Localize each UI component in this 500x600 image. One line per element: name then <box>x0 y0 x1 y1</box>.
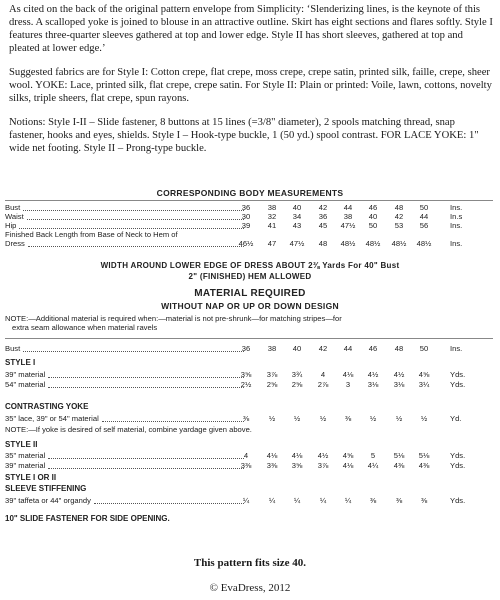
row-value: 3⅝ <box>240 370 252 379</box>
row-value: 48½ <box>416 239 432 248</box>
row-value: ½ <box>369 414 377 423</box>
row-value: 3 <box>345 380 351 389</box>
fits-size-note: This pattern fits size 40. <box>193 557 307 569</box>
row-label: 35" lace, 39" or 54" material <box>5 414 99 423</box>
material-note-line2: extra seam allowance when material ravels <box>12 323 158 332</box>
divider <box>5 200 493 201</box>
row-value: 47 <box>267 239 277 248</box>
row-value: 34 <box>292 212 302 221</box>
row-value: 4¼ <box>367 461 379 470</box>
row-value: 45 <box>318 221 328 230</box>
row-value: 3¾ <box>291 370 303 379</box>
row-label: Dress <box>5 239 25 248</box>
row-value: 48 <box>394 203 404 212</box>
row-unit: Yds. <box>450 451 466 460</box>
divider <box>5 338 493 339</box>
row-value: 4½ <box>317 451 329 460</box>
row-value: ½ <box>293 414 301 423</box>
leader-dots <box>102 414 244 422</box>
width-note-line2: 2" (FINISHED) HEM ALLOWED <box>188 272 312 281</box>
row-unit: Yds. <box>450 380 466 389</box>
leader-dots <box>23 203 244 211</box>
row-value: 41 <box>267 221 277 230</box>
row-value: 43 <box>292 221 302 230</box>
style2-yardage-row <box>0 451 500 461</box>
row-value: 48½ <box>340 239 356 248</box>
row-label: Waist <box>5 212 24 221</box>
row-value: 2½ <box>240 380 252 389</box>
yoke-yardage-row <box>0 414 500 424</box>
body-measurements-title: CORRESPONDING BODY MEASUREMENTS <box>156 188 344 198</box>
row-value: 38 <box>267 344 277 353</box>
row-label: Bust <box>5 203 21 212</box>
material-note-line1: NOTE:—Additional material is required when:—material is not pre-shrunk—for matching stripes—for <box>5 314 342 323</box>
leader-dots <box>48 370 244 378</box>
row-value: ½ <box>268 414 276 423</box>
row-value: 38 <box>267 203 277 212</box>
stiffening-heading2: SLEEVE STIFFENING <box>5 484 87 493</box>
row-value: 3⅞ <box>266 370 278 379</box>
row-value: ¼ <box>268 496 276 505</box>
row-value: 36 <box>241 344 251 353</box>
slide-fastener-note: 10" SLIDE FASTENER FOR SIDE OPENING. <box>5 514 170 523</box>
style2-yardage-row <box>0 461 500 471</box>
row-value: 47½ <box>289 239 305 248</box>
row-value: 4⅜ <box>393 461 405 470</box>
body-measurements-section <box>0 188 500 298</box>
row-label: Bust <box>5 344 21 353</box>
row-value: ⅜ <box>369 496 377 505</box>
intro-paragraph-notions: Notions: Style I-II – Slide fastener, 8 buttons at 15 lines (=3/8" diameter), 2 spools matching thread, snap fastener, hooks and eyes, shields. Style I – Hook-type buckle, 1 (50 yd.) spool contrast. FOR LACE YOKE: 1" wide net footing. Style II – Prong-type buckle. <box>9 117 479 154</box>
row-value: 48½ <box>391 239 407 248</box>
row-value: 4⅛ <box>342 461 354 470</box>
row-value: 40 <box>368 212 378 221</box>
leader-dots <box>48 461 244 469</box>
row-value: 48 <box>318 239 328 248</box>
row-label: 39" taffeta or 44" organdy <box>5 496 91 505</box>
row-value: 36 <box>241 203 251 212</box>
row-value: 4 <box>320 370 326 379</box>
material-title: MATERIAL REQUIRED <box>194 288 306 299</box>
row-value: 32 <box>267 212 277 221</box>
row-value: 3⅛ <box>367 380 379 389</box>
material-required-section <box>0 288 500 548</box>
row-value: 36 <box>318 212 328 221</box>
row-value: ¼ <box>293 496 301 505</box>
row-value: 3⅛ <box>393 380 405 389</box>
copyright: © EvaDress, 2012 <box>209 582 291 594</box>
leader-dots <box>94 496 244 504</box>
row-unit: In.s <box>450 212 463 221</box>
row-value: ½ <box>395 414 403 423</box>
row-value: 4⅝ <box>342 451 354 460</box>
yoke-note: NOTE:—If yoke is desired of self material, combine yardage given above. <box>5 425 252 434</box>
row-value: 4⅛ <box>291 451 303 460</box>
row-label: 39" material <box>5 461 46 470</box>
intro-paragraph-description: As cited on the back of the original pattern envelope from Simplicity: ‘Slenderizing lines, is the keynote of this dress. A scalloped yoke is joined to blouse in an attractive outline. Skirt has eight sections and flares softly. Style I features three-quarter sleeves gathered at top and lower edge. Style II has short sleeves, gathered at top and pleated at lower edge.’ <box>9 4 493 54</box>
row-label: Finished Back Length from Base of Neck to Hem of <box>5 230 178 239</box>
row-value: 50 <box>368 221 378 230</box>
row-value: ¼ <box>319 496 327 505</box>
row-value: 40 <box>292 344 302 353</box>
row-value: 2⅝ <box>291 380 303 389</box>
row-value: 5⅛ <box>393 451 405 460</box>
leader-dots <box>48 451 244 459</box>
style1-yardage-row <box>0 380 500 390</box>
row-value: 2⅞ <box>317 380 329 389</box>
material-subtitle: WITHOUT NAP OR UP OR DOWN DESIGN <box>161 301 339 311</box>
row-value: 42 <box>318 344 328 353</box>
row-value: ¼ <box>344 496 352 505</box>
row-value: 44 <box>343 344 353 353</box>
row-value: 53 <box>394 221 404 230</box>
row-value: 4⅛ <box>266 451 278 460</box>
row-value: 42 <box>318 203 328 212</box>
row-value: 40 <box>292 203 302 212</box>
measurement-row <box>0 239 500 249</box>
leader-dots <box>27 212 244 220</box>
row-value: 3⅞ <box>317 461 329 470</box>
row-label: 39" material <box>5 370 46 379</box>
row-value: 38 <box>343 212 353 221</box>
row-value: 5 <box>370 451 376 460</box>
row-value: 46 <box>368 344 378 353</box>
row-value: 3⅜ <box>266 461 278 470</box>
row-value: 48 <box>394 344 404 353</box>
row-value: 4 <box>243 451 249 460</box>
row-unit: Ins. <box>450 239 463 248</box>
row-value: ½ <box>420 414 428 423</box>
row-label: Hip <box>5 221 17 230</box>
row-value: 30 <box>241 212 251 221</box>
row-unit: Yds. <box>450 461 466 470</box>
row-value: 4⅛ <box>342 370 354 379</box>
row-value: 56 <box>419 221 429 230</box>
row-value: 3¼ <box>418 380 430 389</box>
row-value: 39 <box>241 221 251 230</box>
row-value: 4⅝ <box>418 370 430 379</box>
row-value: 48½ <box>365 239 381 248</box>
row-value: 42 <box>394 212 404 221</box>
leader-dots <box>48 380 244 388</box>
row-value: 44 <box>343 203 353 212</box>
row-value: 4½ <box>393 370 405 379</box>
row-value: ⅜ <box>344 414 352 423</box>
row-unit: Yd. <box>450 414 462 423</box>
row-value: 44 <box>419 212 429 221</box>
row-value: 50 <box>419 344 429 353</box>
row-value: 46½ <box>238 239 254 248</box>
bust-size-row <box>0 344 500 354</box>
row-value: ⅜ <box>395 496 403 505</box>
stiffening-yardage-row <box>0 496 500 506</box>
row-value: ⅜ <box>242 414 250 423</box>
width-note-line1: WIDTH AROUND LOWER EDGE OF DRESS ABOUT 2⅜ Yards For 40" Bust <box>100 261 400 270</box>
row-value: ¼ <box>242 496 250 505</box>
row-label: 54" material <box>5 380 46 389</box>
row-value: 47½ <box>340 221 356 230</box>
row-label: 35" material <box>5 451 46 460</box>
row-value: ½ <box>319 414 327 423</box>
row-value: 46 <box>368 203 378 212</box>
row-unit: Yds. <box>450 496 466 505</box>
leader-dots <box>23 344 244 352</box>
intro-text <box>9 3 493 166</box>
row-value: 3⅜ <box>240 461 252 470</box>
row-unit: Ins. <box>450 344 463 353</box>
row-unit: Yds. <box>450 370 466 379</box>
row-value: ⅜ <box>420 496 428 505</box>
row-unit: Ins. <box>450 221 463 230</box>
row-value: 3⅝ <box>291 461 303 470</box>
row-value: 50 <box>419 203 429 212</box>
contrasting-yoke-heading: CONTRASTING YOKE <box>5 402 89 411</box>
row-value: 5⅛ <box>418 451 430 460</box>
row-value: 4⅜ <box>418 461 430 470</box>
row-unit: Ins. <box>450 203 463 212</box>
intro-paragraph-fabrics: Suggested fabrics are for Style I: Cotton crepe, flat crepe, moss crepe, crepe satin, printed silk, faille, crepe, sheer wool. YOKE: Lace, printed silk, flat crepe, crepe satin. For Style II: Plain or printed: Voile, lawn, cottons, novelty silks, triple sheers, flat crepe, spun rayons. <box>9 67 492 104</box>
leader-dots <box>28 239 244 247</box>
style1-yardage-row <box>0 370 500 380</box>
leader-dots <box>19 221 244 229</box>
row-value: 2⅝ <box>266 380 278 389</box>
stiffening-heading1: STYLE I OR II <box>5 473 57 482</box>
row-value: 4½ <box>367 370 379 379</box>
style1-heading: STYLE I <box>5 358 36 367</box>
style2-heading: STYLE II <box>5 440 38 449</box>
